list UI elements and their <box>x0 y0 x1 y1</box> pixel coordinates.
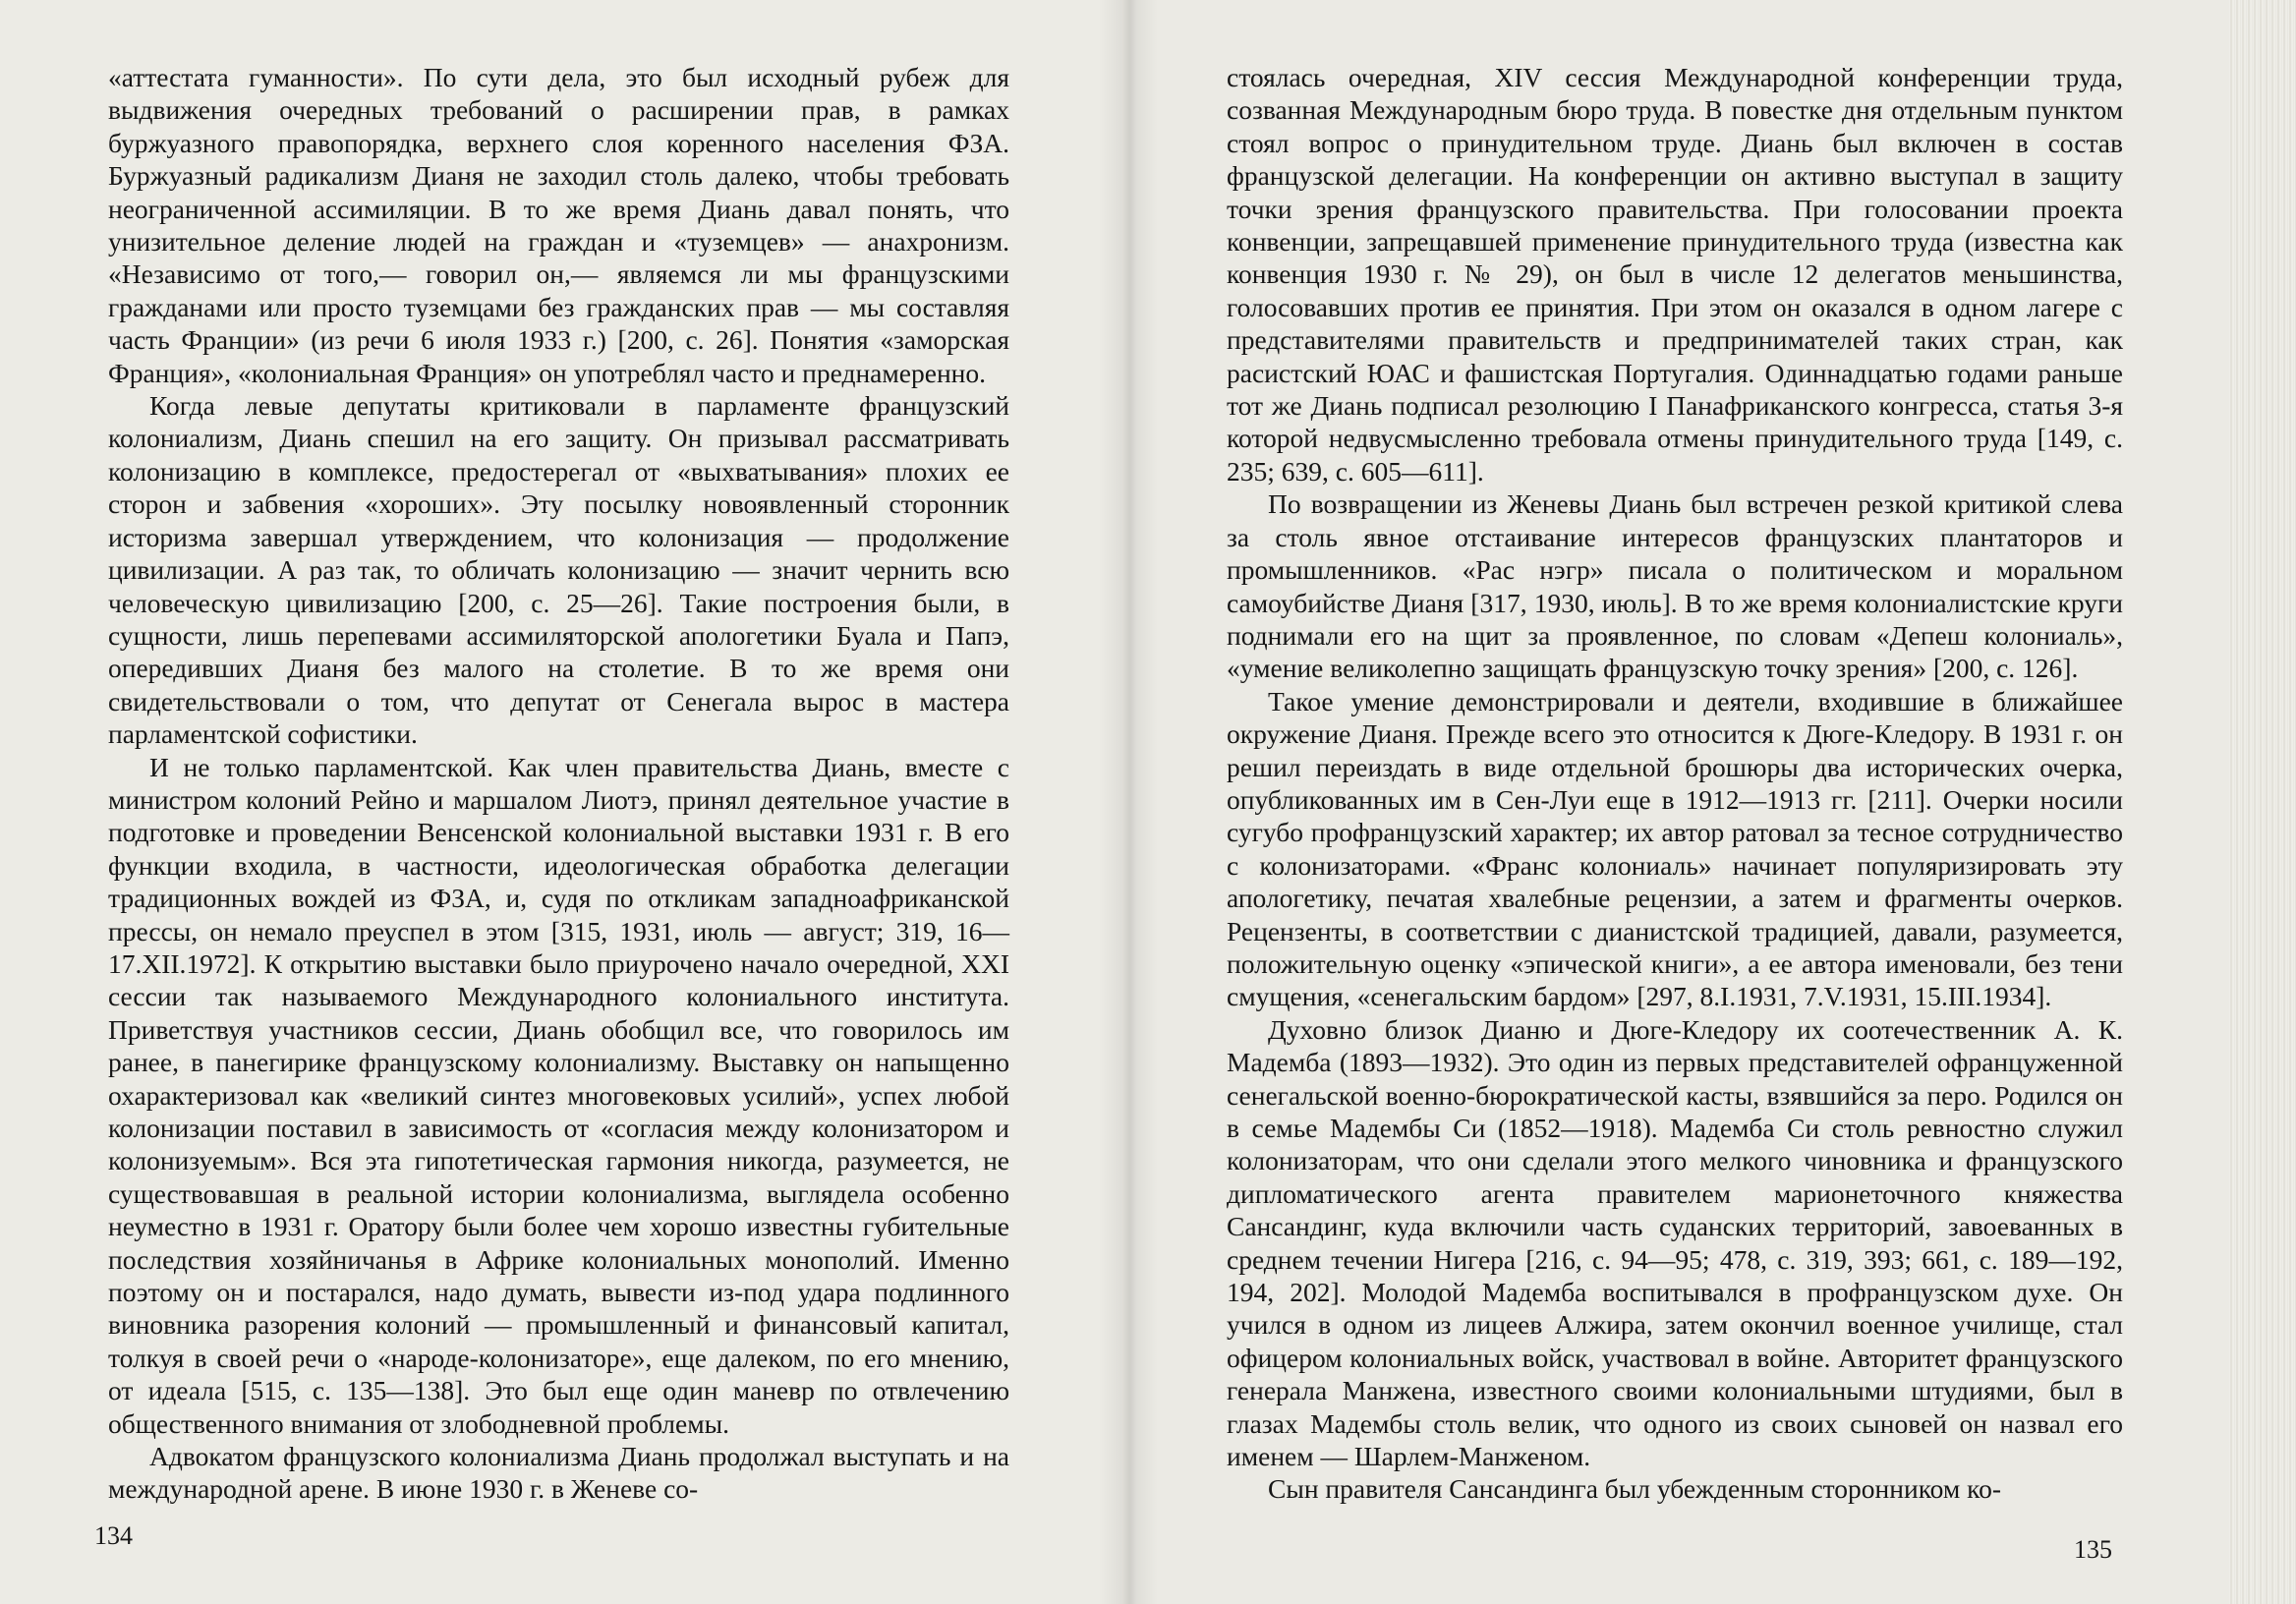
left-page-text <box>108 61 1009 1506</box>
page-number-left: 134 <box>94 1521 133 1550</box>
paragraph: И не только парламентской. Как член правительства Диань, вместе с министром колоний Рейно и маршалом Лиотэ, принял деятельное участие в подготовке и проведении Венсенской колониальной выставки 1931 г. В его функции входила, в частности, идеологическая обработка делегации традиционных вождей из ФЗА, и, судя по откликам западноафриканской прессы, он немало преуспел в этом [315, 1931, июль — август; 319, 16—17.XII.1972]. К открытию выставки было приурочено начало очередной, XXI сессии так называемого Международного колониального института. Приветствуя участников сессии, Диань обобщил все, что говорилось им ранее, в панегирике французскому колониализму. Выставку он напыщенно охарактеризовал как «великий синтез многовековых усилий», успех любой колонизации поставил в зависимость от «согласия между колонизатором и колонизуемым». Вся эта гипотетическая гармония никогда, разумеется, не существовавшая в реальной истории колониализма, выглядела особенно неуместно в 1931 г. Оратору были более чем хорошо известны губительные последствия хозяйничанья в Африке колониальных монополий. Именно поэтому он и постарался, надо думать, вывести из-под удара подлинного виновника разорения колоний — промышленный и финансовый капитал, толкуя в своей речи о «народе-колонизаторе», еще далеком, по его мнению, от идеала [515, с. 135—138]. Это был еще один маневр по отвлечению общественного внимания от злободневной проблемы. <box>108 751 1009 1439</box>
paragraph: Когда левые депутаты критиковали в парламенте французский колониализм, Диань спешил на его защиту. Он призывал рассматривать колонизацию в комплексе, предостерегал от «выхватывания» плохих ее сторон и забвения «хороших». Эту посылку новоявленный сторонник историзма завершал утверждением, что колонизация — продолжение цивилизации. А раз так, то обличать колонизацию — значит чернить всю человеческую цивилизацию [200, с. 25—26]. Такие построения были, в сущности, лишь перепевами ассимиляторской апологетики Буала и Папэ, опередивших Дианя без малого на столетие. В то же время они свидетельствовали о том, что депутат от Сенегала вырос в мастера парламентской софистики. <box>108 390 1009 750</box>
right-page-text <box>1227 61 2123 1506</box>
page-edges <box>2229 0 2296 1604</box>
paragraph: Адвокатом французского колониализма Диань продолжал выступать и на международной арене. В июне 1930 г. в Женеве со- <box>108 1441 1009 1505</box>
paragraph: Такое умение демонстрировали и деятели, входившие в ближайшее окружение Дианя. Прежде всего это относится к Дюге-Кледору. В 1931 г. он решил переиздать в виде отдельной брошюры два исторических очерка, опубликованных им в Сен-Луи еще в 1912—1913 гг. [211]. Очерки носили сугубо профранцузский характер; их автор ратовал за тесное сотрудничество с колонизаторами. «Франс колониаль» начинает популяризировать эту апологетику, печатая хвалебные рецензии, а затем и фрагменты очерков. Рецензенты, в соответствии с дианистской традицией, давали, разумеется, положительную оценку «эпической книги», а ее автора именовали, без тени смущения, «сенегальским бардом» [297, 8.I.1931, 7.V.1931, 15.III.1934]. <box>1227 685 2123 1012</box>
paragraph: По возвращении из Женевы Диань был встречен резкой критикой слева за столь явное отстаивание интересов французских плантаторов и промышленников. «Рас нэгр» писала о политическом и моральном самоубийстве Дианя [317, 1930, июль]. В то же время колониалистские круги поднимали его на щит за проявленное, по словам «Депеш колониаль», «умение великолепно защищать французскую точку зрения» [200, с. 126]. <box>1227 488 2123 684</box>
paragraph: «аттестата гуманности». По сути дела, это был исходный рубеж для выдвижения очередных требований о расширении прав, в рамках буржуазного правопорядка, верхнего слоя коренного населения ФЗА. Буржуазный радикализм Дианя не заходил столь далеко, чтобы требовать неограниченной ассимиляции. В то же время Диань давал понять, что унизительное деление людей на граждан и «туземцев» — анахронизм. «Независимо от того,— говорил он,— являемся ли мы французскими гражданами или просто туземцами без гражданских прав — мы составляя часть Франции» (из речи 6 июля 1933 г.) [200, с. 26]. Понятия «заморская Франция», «колониальная Франция» он употреблял часто и преднамеренно. <box>108 62 1009 388</box>
book-gutter <box>1099 0 1158 1604</box>
paragraph: стоялась очередная, XIV сессия Международной конференции труда, созванная Международным бюро труда. В повестке дня отдельным пунктом стоял вопрос о принудительном труде. Диань был включен в состав французской делегации. На конференции он активно выступал в защиту точки зрения французского правительства. При голосовании проекта конвенции, запрещавшей применение принудительного труда (известна как конвенция 1930 г. № 29), он был в числе 12 делегатов меньшинства, голосовавших против ее принятия. При этом он оказался в одном лагере с представителями правительств и предпринимателей таких стран, как расистский ЮАС и фашистская Португалия. Одиннадцатью годами раньше тот же Диань подписал резолюцию I Панафриканского конгресса, статья 3-я которой недвусмысленно требовала отмены принудительного труда [149, с. 235; 639, с. 605—611]. <box>1227 62 2123 487</box>
page-number-right: 135 <box>2074 1535 2112 1564</box>
paragraph: Сын правителя Сансандинга был убежденным сторонником ко- <box>1268 1473 2002 1505</box>
paragraph: Духовно близок Дианю и Дюге-Кледору их соотечественник А. К. Мадемба (1893—1932). Это один из первых представителей офранцуженной сенегальской военно-бюрократической касты, взявшийся за перо. Родился он в семье Мадембы Си (1852—1918). Мадемба Си столь ревностно служил колонизаторам, что они сделали этого мелкого чиновника и французского дипломатического агента правителем марионеточного княжества Сансандинг, куда включили часть суданских территорий, завоеванных в среднем течении Нигера [216, с. 94—95; 478, с. 319, 393; 661, с. 189—192, 194, 202]. Молодой Мадемба воспитывался в профранцузском духе. Он учился в одном из лицеев Алжира, затем окончил военное училище, стал офицером колониальных войск, участвовал в войне. Авторитет французского генерала Манжена, известного своими колониальными штудиями, был в глазах Мадембы столь велик, что одного из своих сыновей он назвал его именем — Шарлем-Манженом. <box>1227 1013 2123 1472</box>
